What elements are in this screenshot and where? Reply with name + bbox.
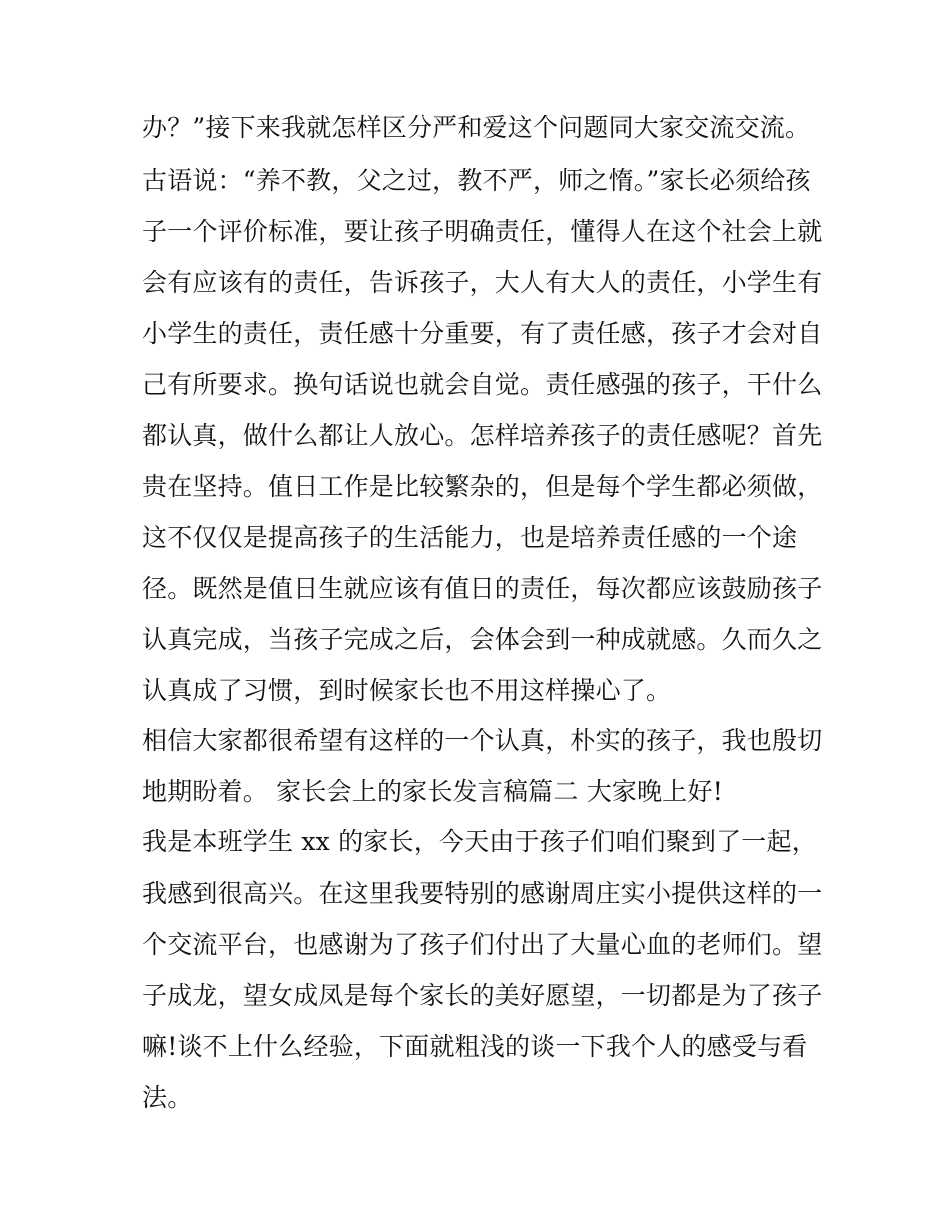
text-line: 这不仅仅是提高孩子的生活能力，也是培养责任感的一个途 [142, 523, 798, 552]
text-line: 子成龙，望女成凤是每个家长的美好愿望，一切都是为了孩子 [142, 981, 823, 1010]
text-line: 会有应该有的责任，告诉孩子，大人有大人的责任，小学生有 [142, 268, 823, 297]
text-line: 我感到很高兴。在这里我要特别的感谢周庄实小提供这样的一 [142, 879, 823, 908]
text-line: 径。既然是值日生就应该有值日的责任，每次都应该鼓励孩子 [142, 574, 823, 603]
text-line: 认真成了习惯，到时候家长也不用这样操心了。 [142, 676, 672, 705]
text-line: 法。 [142, 1083, 193, 1112]
text-line: 子一个评价标准，要让孩子明确责任，懂得人在这个社会上就 [142, 217, 823, 246]
text-line: 古语说：“养不教，父之过，教不严，师之惰。”家长必须给孩 [142, 166, 811, 195]
text-line: 小学生的责任，责任感十分重要，有了责任感，孩子才会对自 [142, 319, 823, 348]
text-line: 个交流平台，也感谢为了孩子们付出了大量心血的老师们。望 [142, 930, 823, 959]
text-line: 嘛!谈不上什么经验，下面就粗浅的谈一下我个人的感受与看 [142, 1032, 808, 1061]
text-line: 认真完成，当孩子完成之后，会体会到一种成就感。久而久之 [142, 625, 823, 654]
text-line: 办？”接下来我就怎样区分严和爱这个问题同大家交流交流。 [142, 113, 811, 142]
text-line: 地期盼着。 家长会上的家长发言稿篇二 大家晚上好! [142, 777, 723, 806]
text-line: 相信大家都很希望有这样的一个认真，朴实的孩子，我也殷切 [142, 726, 823, 755]
text-line: 我是本班学生 xx 的家长，今天由于孩子们咱们聚到了一起， [142, 827, 817, 856]
text-line: 都认真，做什么都让人放心。怎样培养孩子的责任感呢？首先 [142, 421, 823, 450]
text-line: 贵在坚持。值日工作是比较繁杂的，但是每个学生都必须做， [142, 472, 823, 501]
text-line: 己有所要求。换句话说也就会自觉。责任感强的孩子，干什么 [142, 370, 823, 399]
